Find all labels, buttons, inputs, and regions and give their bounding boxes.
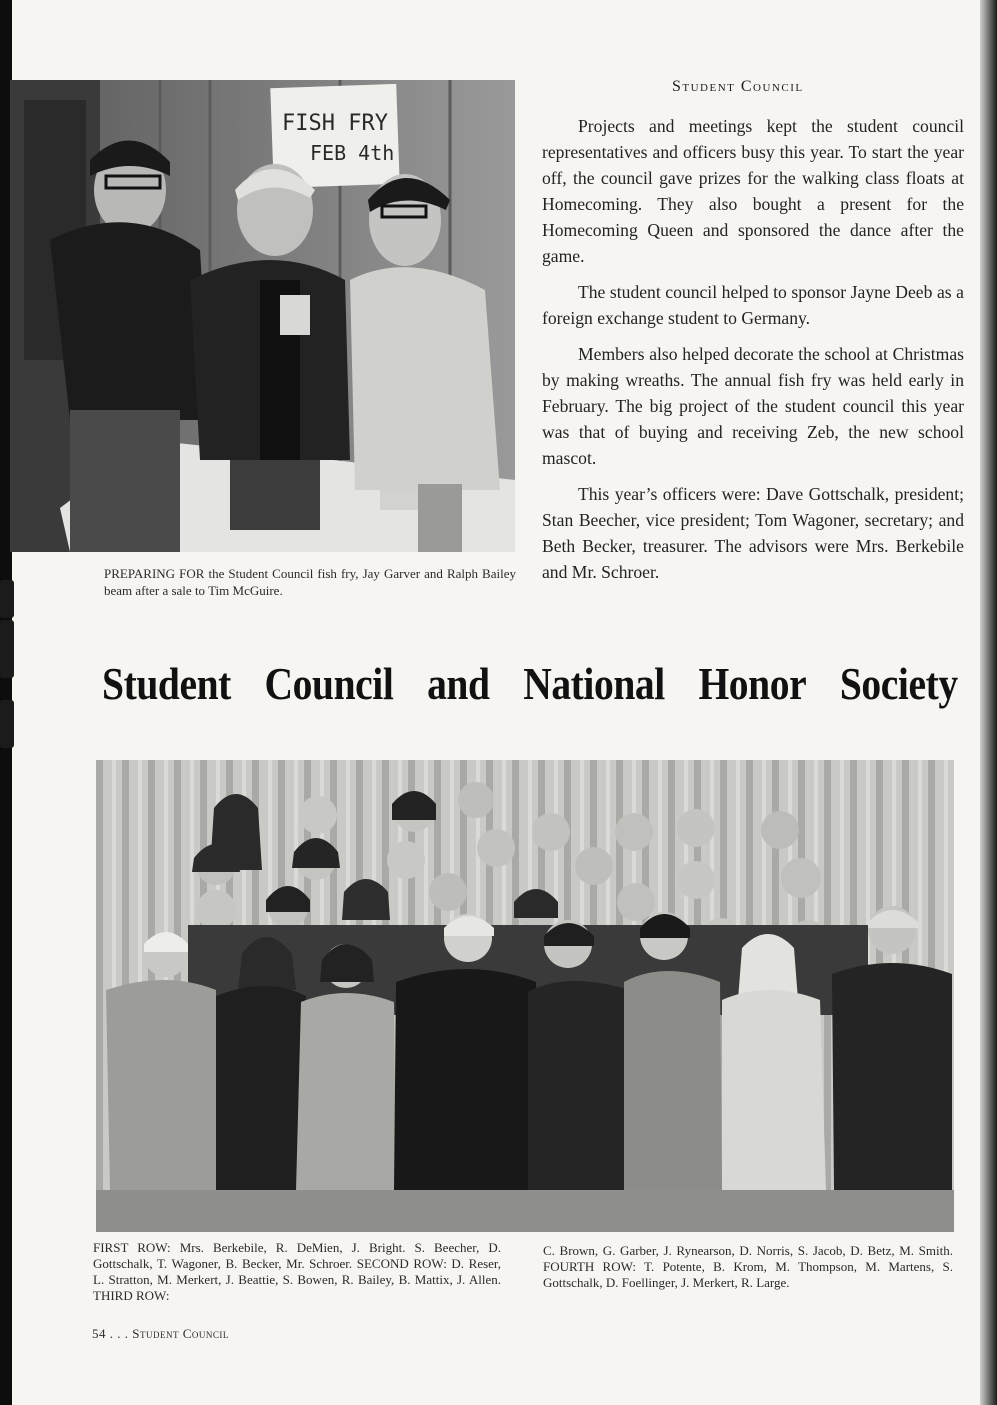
page-folio bbox=[92, 1326, 229, 1342]
photo-caption-top: PREPARING FOR the Student Council fish fry, Jay Garver and Ralph Bailey beam after a sale to Tim McGuire. bbox=[104, 566, 516, 598]
paragraph-3: Members also helped decorate the school at Christmas by making wreaths. The annual fish fry was held early in February. The big project of the student council this year was that of buying and receiving Zeb, the new school mascot. bbox=[542, 344, 964, 468]
headline-word: Council bbox=[264, 658, 394, 709]
fish-fry-photo bbox=[10, 80, 515, 552]
binder-clip bbox=[0, 700, 14, 748]
group-caption-right: C. Brown, G. Garber, J. Rynearson, D. Norris, S. Jacob, D. Betz, M. Smith. FOURTH ROW: T. Potente, B. Krom, M. Thompson, M. Martens, S. Gottschalk, D. Foellinger, J. Merkert, R. Large. bbox=[543, 1243, 953, 1290]
folio-dots: . . . bbox=[109, 1326, 129, 1341]
paragraph-4: This year’s officers were: Dave Gottschalk, president; Stan Beecher, vice president; Tom Wagoner, secretary; and Beth Becker, treasurer. The advisors were Mrs. Berkebile and Mr. Schroer. bbox=[542, 484, 964, 582]
fish-fry-photo-drawing bbox=[10, 80, 515, 552]
headline-word: and bbox=[427, 658, 490, 709]
paragraph-1: Projects and meetings kept the student council representatives and officers busy this year. To start the year off, the council gave prizes for the walking class floats at Homecoming. They also bought a present for the Homecoming Queen and sponsored the dance after the game. bbox=[542, 116, 964, 266]
headline-word: National bbox=[523, 658, 665, 709]
page-headline bbox=[102, 652, 958, 716]
sign-line-2: FEB 4th bbox=[310, 141, 395, 165]
group-photo bbox=[96, 760, 954, 1232]
binder-clip bbox=[0, 580, 14, 618]
section-heading: Student Council bbox=[672, 78, 804, 95]
page-number: 54 bbox=[92, 1326, 106, 1341]
folio-section-label: Student Council bbox=[132, 1326, 229, 1341]
headline-word: Honor bbox=[698, 658, 807, 709]
group-photo-drawing bbox=[96, 760, 954, 1232]
sign-line-1: FISH FRY bbox=[282, 111, 388, 136]
binder-clip bbox=[0, 620, 14, 678]
paragraph-2: The student council helped to sponsor Jayne Deeb as a foreign exchange student to Germany. bbox=[542, 282, 964, 328]
page-edge bbox=[980, 0, 997, 1405]
headline-word: Student bbox=[102, 658, 231, 709]
group-caption-left: FIRST ROW: Mrs. Berkebile, R. DeMien, J. Bright. S. Beecher, D. Gottschalk, T. Wagoner, B. Becker, Mr. Schroer. SECOND ROW: D. Reser, L. Stratton, M. Merkert, J. Beattie, S. Bowen, R. Bailey, B. Mattix, J. Allen. THIRD ROW: bbox=[93, 1240, 501, 1303]
article-body bbox=[542, 113, 964, 595]
headline-word: Society bbox=[839, 658, 958, 709]
